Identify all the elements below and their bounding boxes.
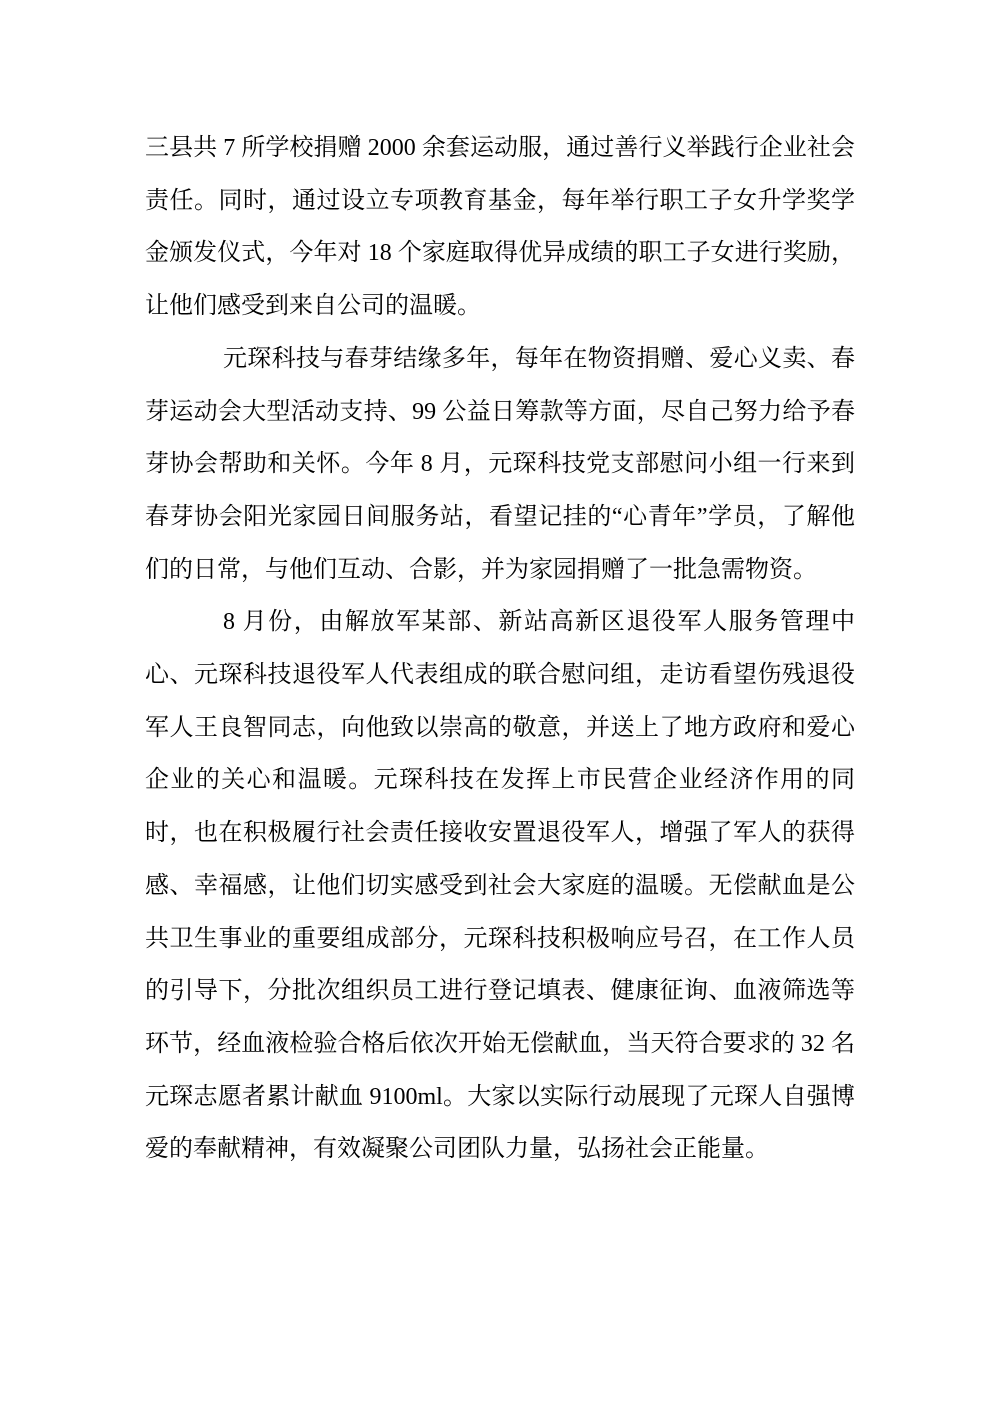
paragraph-3: 8 月份，由解放军某部、新站高新区退役军人服务管理中心、元琛科技退役军人代表组成的联合慰问组，走访看望伤残退役军人王良智同志，向他致以崇高的敬意，并送上了地方政府和爱心企业的关心和温暖。元琛科技在发挥上市民营企业经济作用的同时，也在积极履行社会责任接收安置退役军人，增强了军人的获得感、幸福感，让他们切实感受到社会大家庭的温暖。无偿献血是公共卫生事业的重要组成部分，元琛科技积极响应号召，在工作人员的引导下，分批次组织员工进行登记填表、健康征询、血液筛选等环节，经血液检验合格后依次开始无偿献血，当天符合要求的 32 名元琛志愿者累计献血 9100ml。大家以实际行动展现了元琛人自强博爱的奉献精神，有效凝聚公司团队力量，弘扬社会正能量。 xyxy=(145,609,855,1163)
paragraph-2: 元琛科技与春芽结缘多年，每年在物资捐赠、爱心义卖、春芽运动会大型活动支持、99 公益日筹款等方面，尽自己努力给予春芽协会帮助和关怀。今年 8 月，元琛科技党支部慰问小组一行来到春芽协会阳光家园日间服务站，看望记挂的“心青年”学员，了解他们的日常，与他们互动、合影，并为家园捐赠了一批急需物资。 xyxy=(145,345,855,583)
document-body xyxy=(145,122,855,1176)
paragraph-1: 三县共 7 所学校捐赠 2000 余套运动服，通过善行义举践行企业社会责任。同时，通过设立专项教育基金，每年举行职工子女升学奖学金颁发仪式，今年对 18 个家庭取得优异成绩的职工子女进行奖励，让他们感受到来自公司的温暖。 xyxy=(145,135,855,320)
